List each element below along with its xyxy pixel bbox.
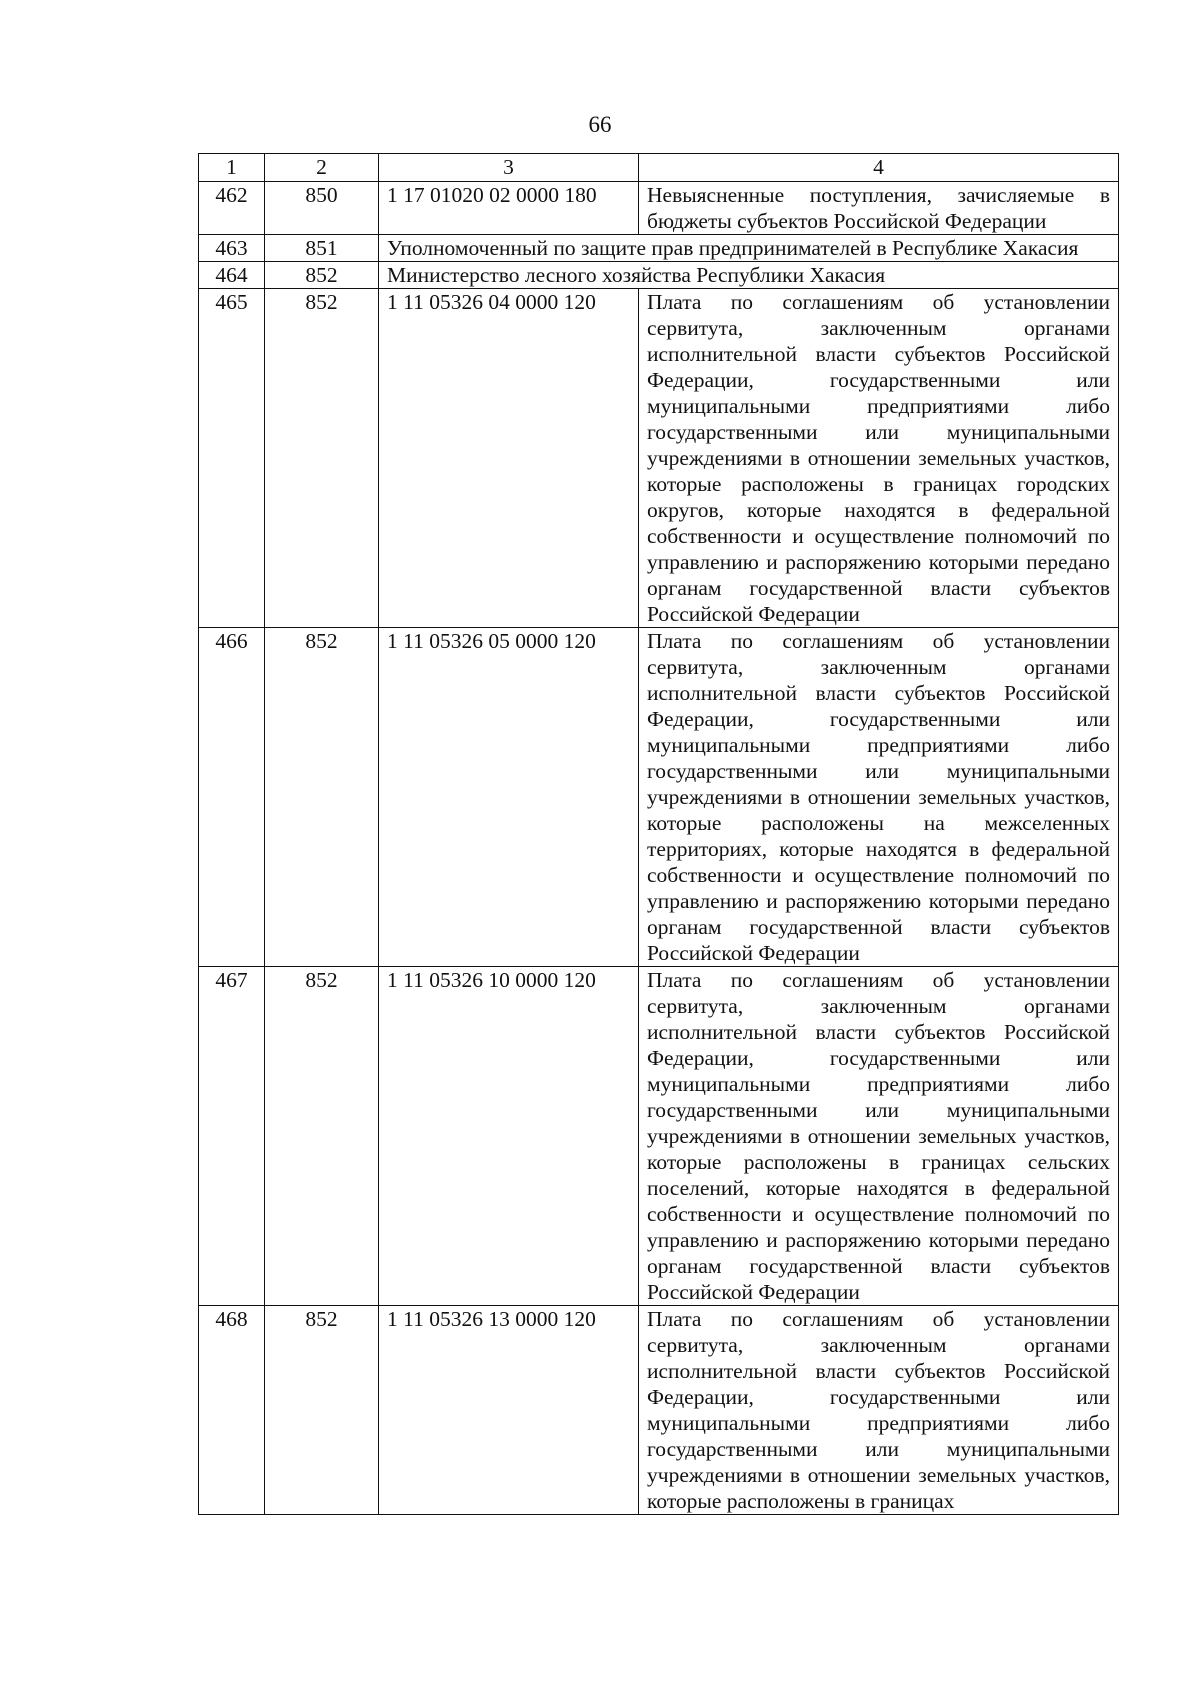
table-row xyxy=(199,628,1119,967)
income-description: Плата по соглашениям об установлении сервитута, заключенным органами исполнительной власти субъектов Российской Федерации, государственными или муниципальными предприятиями либо государственными или муниципальными учреждениями в отношении земельных участков, которые расположены в границах сельских поселений, которые находятся в федеральной собственности и осуществление полномочий по управлению и распоряжению которыми передано органам государственной власти субъектов Российской Федерации xyxy=(639,967,1119,1306)
admin-code: 852 xyxy=(265,262,379,289)
income-description: Плата по соглашениям об установлении сервитута, заключенным органами исполнительной власти субъектов Российской Федерации, государственными или муниципальными предприятиями либо государственными или муниципальными учреждениями в отношении земельных участков, которые расположены в границах xyxy=(639,1306,1119,1515)
column-header: 2 xyxy=(265,154,379,182)
administrator-name: Уполномоченный по защите прав предпринимателей в Республике Хакасия xyxy=(379,235,1119,262)
admin-code: 851 xyxy=(265,235,379,262)
admin-code: 852 xyxy=(265,1306,379,1515)
admin-code: 852 xyxy=(265,289,379,628)
row-number: 462 xyxy=(199,182,265,235)
budget-code: 1 11 05326 05 0000 120 xyxy=(379,628,639,967)
table-row xyxy=(199,967,1119,1306)
budget-code: 1 11 05326 13 0000 120 xyxy=(379,1306,639,1515)
table-row xyxy=(199,235,1119,262)
income-description: Невыясненные поступления, зачисляемые в бюджеты субъектов Российской Федерации xyxy=(639,182,1119,235)
admin-code: 852 xyxy=(265,967,379,1306)
income-description: Плата по соглашениям об установлении сервитута, заключенным органами исполнительной власти субъектов Российской Федерации, государственными или муниципальными предприятиями либо государственными или муниципальными учреждениями в отношении земельных участков, которые расположены в границах городских округов, которые находятся в федеральной собственности и осуществление полномочий по управлению и распоряжению которыми передано органам государственной власти субъектов Российской Федерации xyxy=(639,289,1119,628)
budget-codes-table xyxy=(198,153,1119,1515)
column-header: 4 xyxy=(639,154,1119,182)
budget-code: 1 17 01020 02 0000 180 xyxy=(379,182,639,235)
row-number: 466 xyxy=(199,628,265,967)
column-header: 1 xyxy=(199,154,265,182)
table-row xyxy=(199,1306,1119,1515)
row-number: 465 xyxy=(199,289,265,628)
admin-code: 852 xyxy=(265,628,379,967)
row-number: 467 xyxy=(199,967,265,1306)
row-number: 463 xyxy=(199,235,265,262)
row-number: 464 xyxy=(199,262,265,289)
table-row xyxy=(199,289,1119,628)
income-description: Плата по соглашениям об установлении сервитута, заключенным органами исполнительной власти субъектов Российской Федерации, государственными или муниципальными предприятиями либо государственными или муниципальными учреждениями в отношении земельных участков, которые расположены на межселенных территориях, которые находятся в федеральной собственности и осуществление полномочий по управлению и распоряжению которыми передано органам государственной власти субъектов Российской Федерации xyxy=(639,628,1119,967)
table-row xyxy=(199,262,1119,289)
table-row xyxy=(199,182,1119,235)
budget-code: 1 11 05326 10 0000 120 xyxy=(379,967,639,1306)
budget-code: 1 11 05326 04 0000 120 xyxy=(379,289,639,628)
page-number: 66 xyxy=(588,112,612,137)
column-header: 3 xyxy=(379,154,639,182)
admin-code: 850 xyxy=(265,182,379,235)
row-number: 468 xyxy=(199,1306,265,1515)
table-header-row xyxy=(199,154,1119,182)
administrator-name: Министерство лесного хозяйства Республики Хакасия xyxy=(379,262,1119,289)
